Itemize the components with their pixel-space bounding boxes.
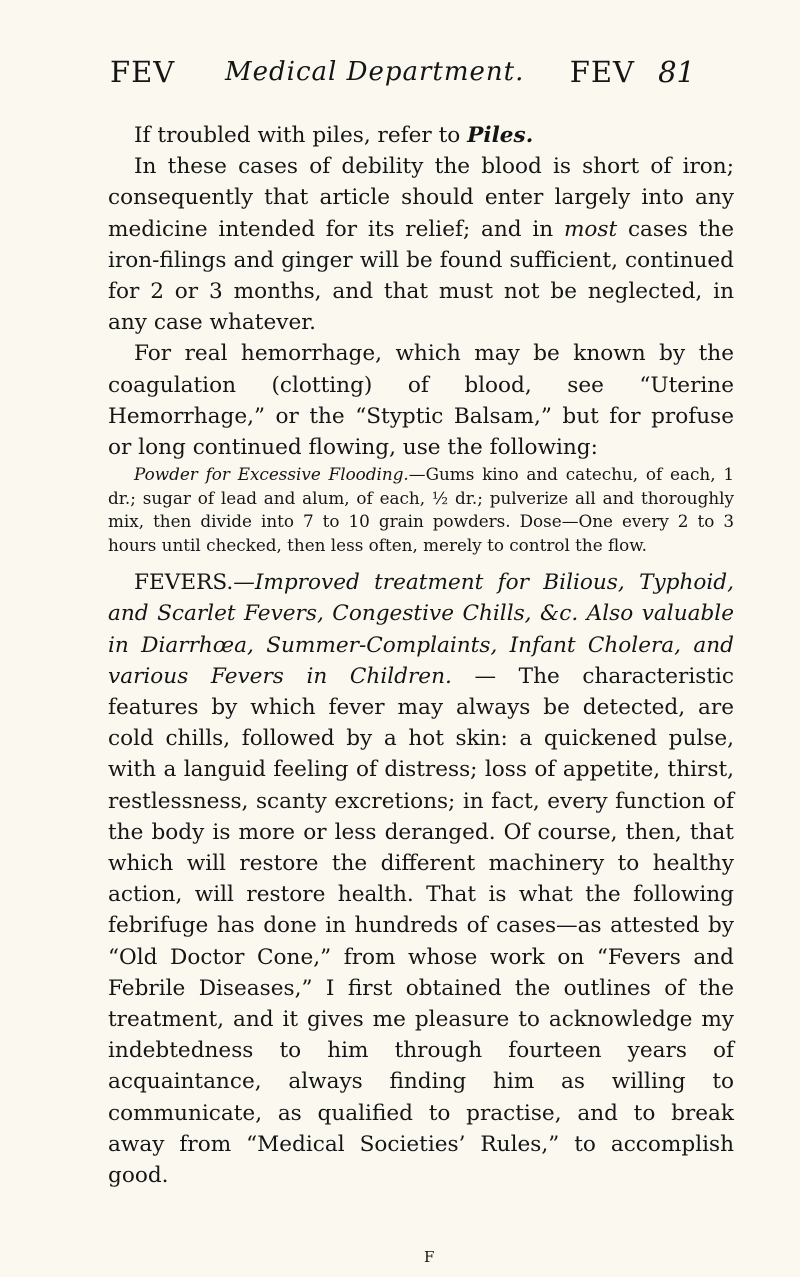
fevers-subtitle: —Improved treatment for Bilious, Typhoid, and Scarlet Fevers, Congestive Chills, &c. Also valuable in Diarrhœa, Summer-Complaints, Infant Cholera, and various Fevers in Children. — [108, 570, 734, 689]
paragraph-debility — [108, 151, 734, 338]
paragraph-debility-text-2: cases the iron-filings and ginger will be found sufficient, continued for 2 or 3 months, and that must not be neglected, in any case whatever. — [108, 216, 734, 336]
emphasis-most: most — [563, 216, 618, 242]
recipe-title: Powder for Excessive Flooding. — [134, 464, 409, 485]
header-title: Medical Department. — [225, 57, 525, 87]
signature-mark: F — [424, 1248, 435, 1266]
paragraph-debility-text-1: In these cases of debility the blood is short of iron; consequently that article should enter largely into any medicine intended for its relief; and in — [108, 154, 734, 242]
paragraph-hemorrhage: For real hemorrhage, which may be known by the coagulation (clotting) of blood, see “Uterine Hemorrhage,” or the “Styptic Balsam,” but for profuse or long continued flowing, use the following: — [108, 341, 734, 461]
paragraph-flooding-powder — [108, 463, 734, 557]
page-header — [110, 55, 695, 95]
paragraph-fevers — [108, 567, 734, 1191]
recipe-text: —Gums kino and catechu, of each, 1 dr.; sugar of lead and alum, of each, ½ dr.; pulverize all and thoroughly mix, then divide into 7 to 10 grain powders. Dose—One every 2 to 3 hours until checked, then less often, merely to control the flow. — [108, 464, 735, 555]
piles-reference: Piles. — [467, 123, 534, 148]
header-left-keyword: FEV — [110, 55, 176, 89]
paragraph-piles — [108, 120, 734, 151]
page-number: 81 — [658, 55, 695, 89]
fevers-heading: FEVERS. — [134, 570, 234, 596]
fevers-text: — The characteristic features by which fever may always be detected, are cold chills, followed by a hot skin: a quickened pulse, with a languid feeling of distress; loss of appetite, thirst, restlessness, scanty excretions; in fact, every function of the body is more or less deranged. Of course, then, that which will restore the different machinery to healthy action, will restore health. That is what the following febrifuge has done in hundreds of cases—as attested by “Old Doctor Cone,” from whose work on “Fevers and Febrile Diseases,” I first obtained the outlines of the treatment, and it gives me pleasure to acknowledge my indebtedness to him through fourteen years of acquaintance, always finding him as willing to communicate, as qualified to practise, and to break away from “Medical Societies’ Rules,” to accomplish good. — [108, 663, 734, 1189]
header-right-keyword: FEV — [569, 55, 635, 89]
page-body — [108, 120, 734, 1191]
paragraph-piles-text: If troubled with piles, refer to — [134, 123, 468, 148]
